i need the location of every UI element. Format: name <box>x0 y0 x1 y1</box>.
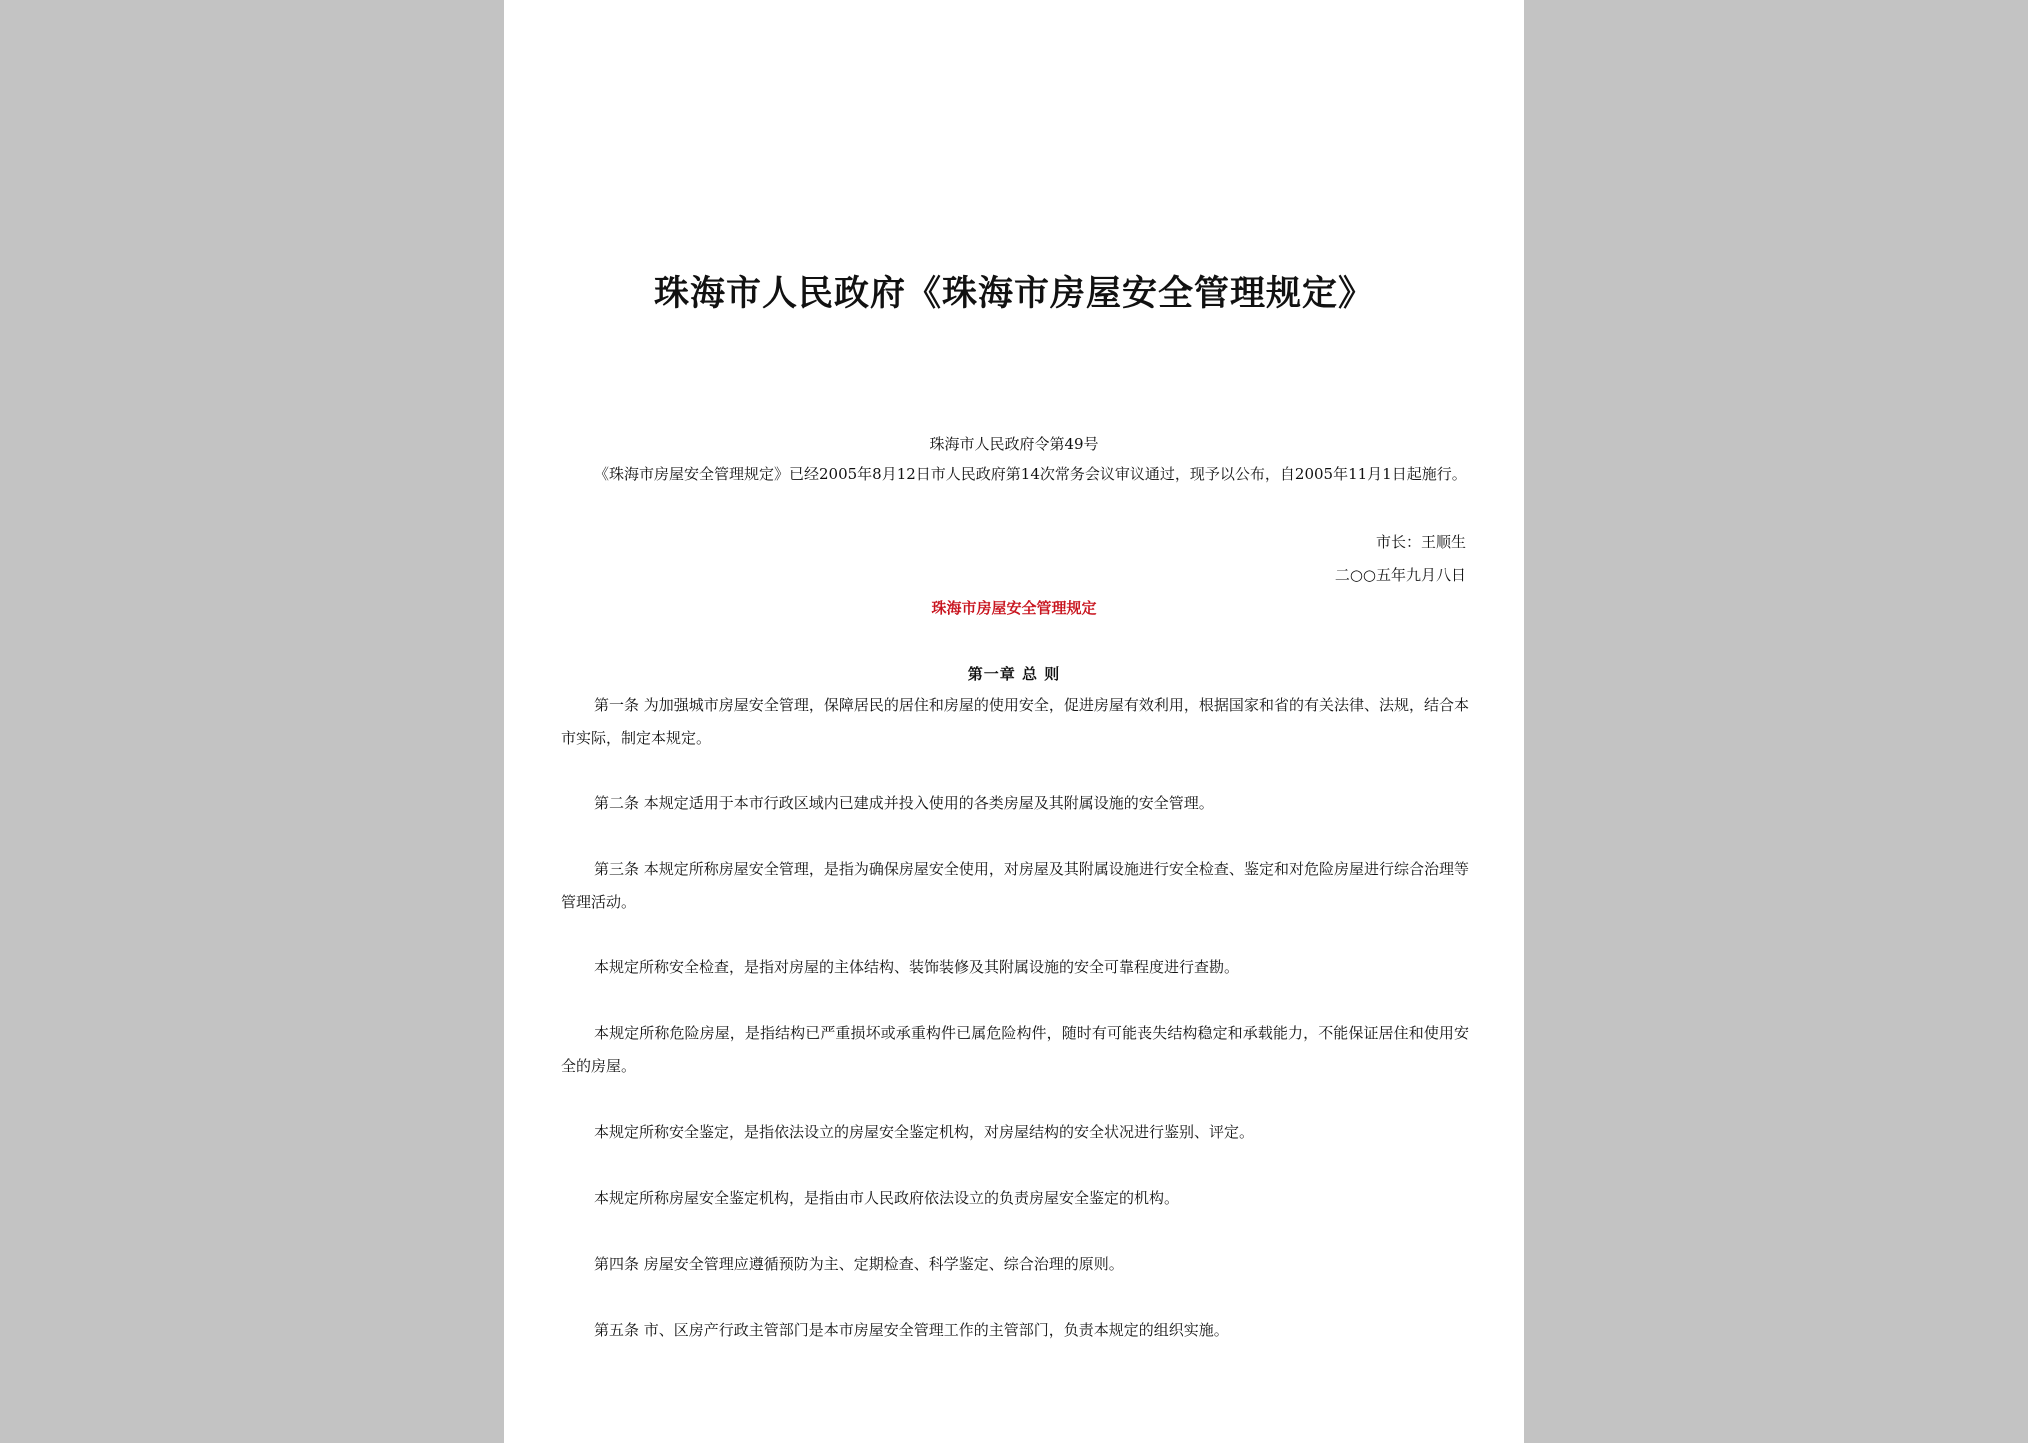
article-paragraph: 本规定所称危险房屋，是指结构已严重损坏或承重构件已属危险构件，随时有可能丧失结构稳定和承载能力，不能保证居住和使用安全的房屋。 <box>561 1024 1469 1075</box>
article-paragraph: 本规定所称安全鉴定，是指依法设立的房屋安全鉴定机构，对房屋结构的安全状况进行鉴别、评定。 <box>594 1123 1255 1141</box>
article-paragraph: 第四条 房屋安全管理应遵循预防为主、定期检查、科学鉴定、综合治理的原则。 <box>594 1255 1124 1273</box>
article-paragraph: 本规定所称房屋安全鉴定机构，是指由市人民政府依法设立的负责房屋安全鉴定的机构。 <box>594 1189 1180 1207</box>
document-page <box>504 0 1524 1443</box>
article-paragraph: 第二条 本规定适用于本市行政区域内已建成并投入使用的各类房屋及其附属设施的安全管理。 <box>594 794 1214 812</box>
signatory: 市长：王顺生 <box>1375 533 1466 551</box>
article-paragraph: 第五条 市、区房产行政主管部门是本市房屋安全管理工作的主管部门，负责本规定的组织实施。 <box>594 1321 1229 1339</box>
chapter-heading: 第一章 总 则 <box>967 665 1061 683</box>
announcement-paragraph: 《珠海市房屋安全管理规定》已经2005年8月12日市人民政府第14次常务会议审议通过，现予以公布，自2005年11月1日起施行。 <box>594 465 1467 483</box>
regulation-title: 珠海市房屋安全管理规定 <box>931 599 1097 617</box>
article-paragraph: 本规定所称安全检查，是指对房屋的主体结构、装饰装修及其附属设施的安全可靠程度进行查勘。 <box>594 958 1240 976</box>
article-paragraph: 第三条 本规定所称房屋安全管理，是指为确保房屋安全使用，对房屋及其附属设施进行安全检查、鉴定和对危险房屋进行综合治理等管理活动。 <box>561 860 1469 911</box>
article-paragraph: 第一条 为加强城市房屋安全管理，保障居民的居住和房屋的使用安全，促进房屋有效利用，根据国家和省的有关法律、法规，结合本市实际，制定本规定。 <box>561 696 1469 747</box>
decree-number: 珠海市人民政府令第49号 <box>929 435 1099 453</box>
document-title: 珠海市人民政府《珠海市房屋安全管理规定》 <box>653 273 1374 314</box>
signing-date: 二○○五年九月八日 <box>1334 566 1466 584</box>
